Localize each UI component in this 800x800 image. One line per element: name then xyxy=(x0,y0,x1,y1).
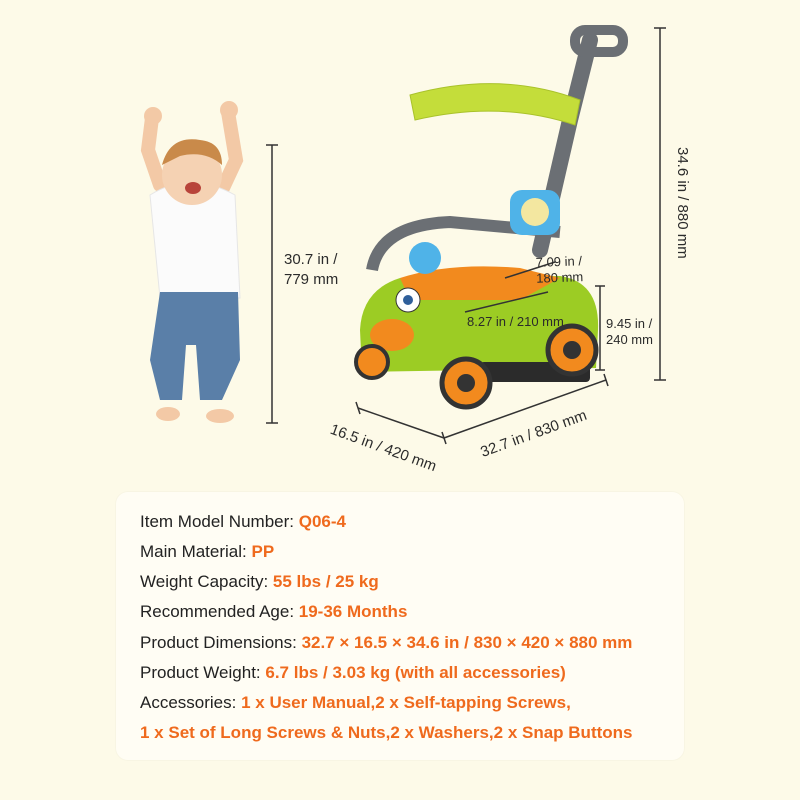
seat-depth-label-line1: 7.09 in / xyxy=(535,253,583,270)
spec-label: Product Dimensions: xyxy=(140,633,302,652)
toddler-image xyxy=(144,101,240,423)
spec-value: 1 x Set of Long Screws & Nuts,2 x Washers,2 x Snap Buttons xyxy=(140,723,633,742)
seat-depth-label xyxy=(535,253,583,287)
spec-value: 32.7 × 16.5 × 34.6 in / 830 × 420 × 880 mm xyxy=(301,633,633,652)
spec-value: 6.7 lbs / 3.03 kg (with all accessories) xyxy=(265,663,566,682)
spec-label: Product Weight: xyxy=(140,663,266,682)
spec-recommended-age xyxy=(140,601,407,623)
total-height-dimension-line xyxy=(654,28,666,380)
spec-product-weight xyxy=(140,662,566,684)
spec-value: 1 x User Manual,2 x Self-tapping Screws, xyxy=(241,693,571,712)
spec-value: PP xyxy=(251,542,275,561)
spec-value: Q06-4 xyxy=(298,512,346,531)
spec-value: 19-36 Months xyxy=(298,602,408,621)
width-label: 16.5 in / 420 mm xyxy=(327,420,439,476)
spec-label: Weight Capacity: xyxy=(140,572,273,591)
spec-product-dimensions xyxy=(140,632,632,654)
spec-accessories-continued xyxy=(140,722,633,744)
spec-label: Main Material: xyxy=(140,542,252,561)
child-height-label-line2: 779 mm xyxy=(284,271,339,288)
ride-on-car-image xyxy=(356,30,623,407)
spec-label: Recommended Age: xyxy=(140,602,299,621)
spec-weight-capacity xyxy=(140,571,379,593)
child-height-dimension-line xyxy=(266,145,278,423)
seat-depth-label-line2: 180 mm xyxy=(536,269,584,286)
spec-main-material xyxy=(140,541,274,563)
spec-label: Accessories: xyxy=(140,693,242,712)
length-label: 32.7 in / 830 mm xyxy=(478,406,590,461)
spec-item-model-number xyxy=(140,511,346,533)
seat-height-label-line2: 240 mm xyxy=(606,332,653,347)
child-height-label-line1: 30.7 in / xyxy=(284,251,338,268)
seat-height-label-line1: 9.45 in / xyxy=(606,316,653,331)
spec-accessories xyxy=(140,692,571,714)
seat-height-label xyxy=(606,316,653,348)
seat-width-label: 8.27 in / 210 mm xyxy=(467,314,564,329)
child-height-label xyxy=(284,250,338,290)
total-height-label: 34.6 in / 880 mm xyxy=(674,147,691,259)
spec-label: Item Model Number: xyxy=(140,512,299,531)
spec-value: 55 lbs / 25 kg xyxy=(272,572,379,591)
